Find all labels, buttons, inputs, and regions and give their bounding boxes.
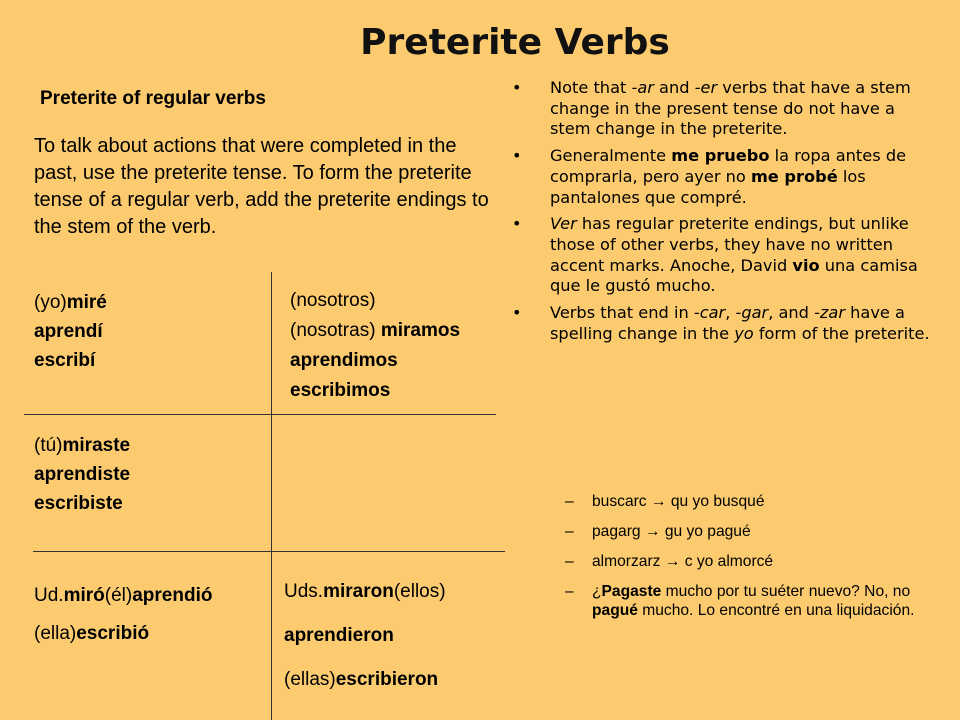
verb-yo-ar: miré (66, 292, 107, 313)
pronoun-ella: (ella) (34, 623, 77, 644)
cell-yo-line2 (34, 317, 107, 346)
verb-uds-er: aprendieron (284, 625, 394, 646)
spelling-examples-list (565, 492, 925, 631)
verb-tu-ar: miraste (62, 435, 131, 456)
cell-tu-line1 (34, 431, 130, 460)
note-spelling-change: • Verbs that end in -car, -gar, and -zar have a spelling change in the yo form of the preterite. (512, 303, 930, 343)
note-ver: • Ver has regular preterite endings, but unlike those of other verbs, they have no written accent marks. Anoche, David vio una camisa que le gustó mucho. (512, 214, 918, 296)
verb-uds-ir: escribieron (335, 669, 439, 690)
verb-uds-ar: miraron (323, 581, 394, 602)
cell-ud (34, 577, 212, 653)
pronoun-yo: (yo) (34, 292, 67, 313)
cell-yo-line3 (34, 346, 107, 375)
example-pagaste: – ¿Pagaste mucho por tu suéter nuevo? No, no pagué mucho. Lo encontré en una liquidación. (565, 583, 915, 619)
verb-nosotros-er: aprendimos (290, 350, 398, 371)
pronoun-ellas: (ellas) (284, 669, 336, 690)
notes-list (512, 78, 932, 350)
pronoun-uds: Uds. (284, 581, 324, 602)
bullet-icon: • (512, 146, 522, 166)
verb-yo-er: aprendí (34, 321, 103, 342)
verb-nosotros-ar: miramos (380, 320, 461, 341)
verb-ud-ar: miró (63, 585, 105, 606)
cell-nosotros-line1 (290, 286, 460, 316)
cell-tu-line2 (34, 460, 130, 489)
grid-horizontal-line-1 (24, 414, 496, 415)
cell-nosotros (290, 286, 460, 406)
note-example-probar: • Generalmente me pruebo la ropa antes de comprarla, pero ayer no me probé los pantalones que compré. (512, 146, 907, 207)
bullet-icon: • (512, 303, 522, 323)
cell-ud-line1 (34, 577, 212, 615)
dash-icon: – (565, 493, 574, 510)
cell-yo-line1 (34, 288, 107, 317)
cell-tu-line3 (34, 489, 130, 518)
cell-tu (34, 431, 130, 518)
verb-tu-er: aprendiste (34, 464, 131, 485)
cell-uds-line2 (284, 614, 446, 658)
pronoun-tu: (tú) (34, 435, 63, 456)
cell-nosotros-line2 (290, 316, 460, 346)
dash-icon: – (565, 553, 574, 570)
bullet-icon: • (512, 78, 522, 97)
cell-uds-line3 (284, 658, 446, 702)
cell-ud-line2 (34, 615, 212, 653)
pronoun-nosotros: (nosotros) (290, 290, 376, 311)
example-buscar: – buscarc → qu yo busqué (565, 493, 765, 510)
dash-icon: – (565, 523, 574, 540)
subheading: Preterite of regular verbs (40, 88, 266, 109)
intro-paragraph: To talk about actions that were completed in the past, use the preterite tense. To form the preterite tense of a regular verb, add the preterite endings to the stem of the verb. (34, 135, 489, 238)
note-stem-change: • Note that -ar and -er verbs that have a stem change in the present tense do not have a stem change in the preterite. (512, 78, 911, 139)
bullet-icon: • (512, 214, 522, 234)
dash-icon: – (565, 583, 574, 600)
verb-tu-ir: escribiste (34, 493, 123, 514)
cell-uds (284, 570, 446, 702)
verb-nosotros-ir: escribimos (290, 380, 391, 401)
cell-yo (34, 288, 107, 375)
cell-nosotros-line3 (290, 346, 460, 376)
verb-ud-er: aprendió (132, 585, 213, 606)
slide-title: Preterite Verbs (360, 22, 670, 63)
example-almorzar: – almorzarz → c yo almorcé (565, 553, 774, 570)
pronoun-ellos: (ellos) (393, 581, 446, 602)
pronoun-el: (él) (104, 585, 133, 606)
pronoun-nosotras: (nosotras) (290, 320, 381, 341)
cell-nosotros-line4 (290, 376, 460, 406)
pronoun-ud: Ud. (34, 585, 64, 606)
verb-yo-ir: escribí (34, 350, 96, 371)
example-pagar: – pagarg → gu yo pagué (565, 523, 751, 540)
grid-horizontal-line-2 (33, 551, 505, 552)
grid-vertical-line (271, 272, 272, 720)
verb-ud-ir: escribió (76, 623, 150, 644)
cell-uds-line1 (284, 570, 446, 614)
